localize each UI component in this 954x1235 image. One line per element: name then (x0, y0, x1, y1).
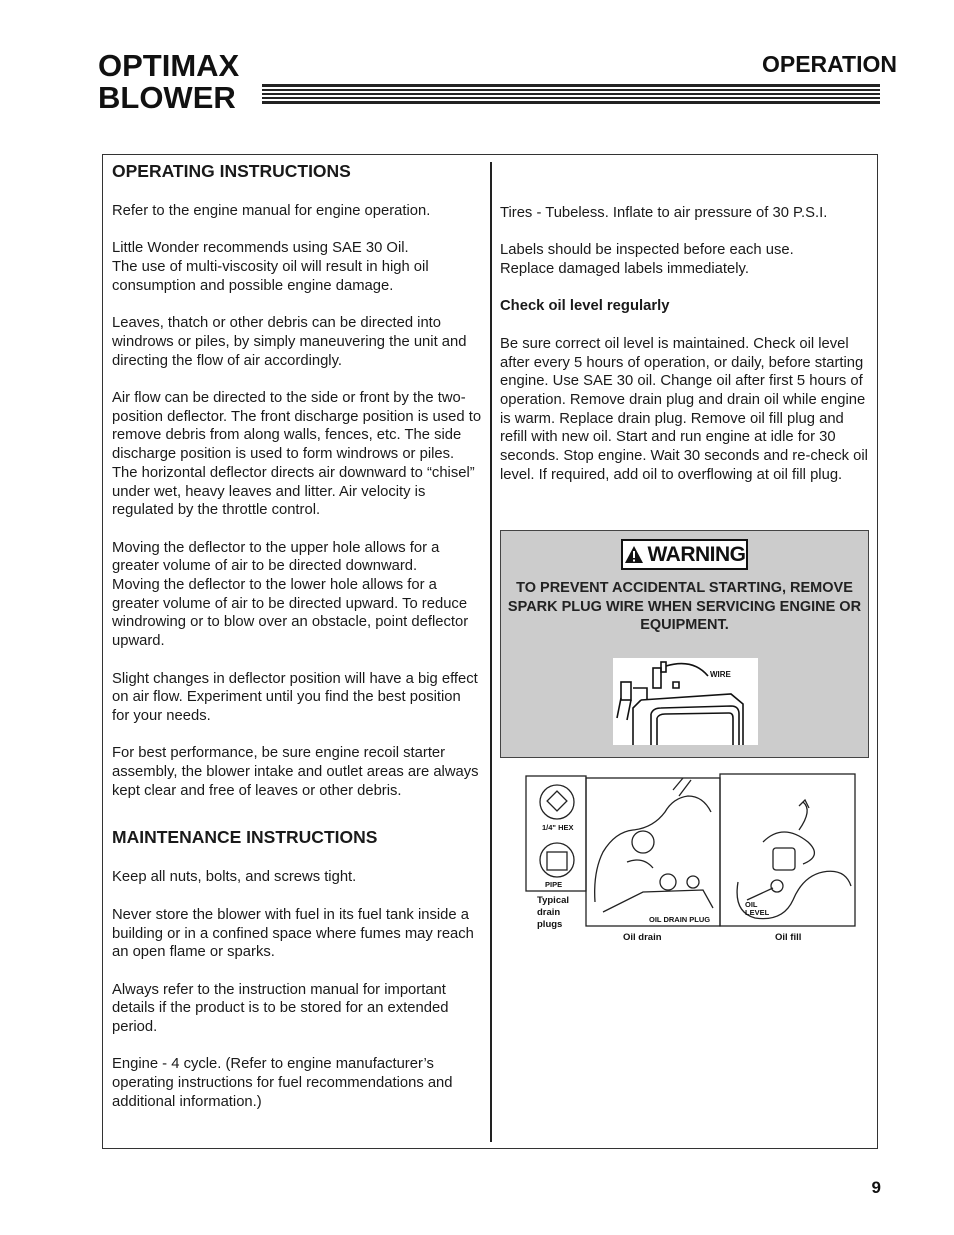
maintenance-paragraphs (112, 868, 482, 1111)
operating-paragraph: Refer to the engine manual for engine operation. (112, 203, 431, 219)
section-title: OPERATION (761, 51, 897, 77)
warning-triangle-icon (624, 545, 644, 564)
operating-paragraph: Leaves, thatch or other debris can be directed into windrows or piles, by simply maneuvering the unit and directing the flow of air accordingly. (112, 315, 467, 369)
operating-paragraph: For best performance, be sure engine recoil starter assembly, the blower intake and outlet areas are always kept clear and free of leaves or other debris. (112, 745, 479, 799)
page-number: 9 (871, 1178, 881, 1197)
oil-drain-plug-label: OIL DRAIN PLUG (649, 915, 711, 924)
warning-box (500, 530, 869, 758)
maintenance-heading: MAINTENANCE INSTRUCTIONS (112, 827, 378, 848)
operating-paragraph: Air flow can be directed to the side or front by the two-position deflector. The front discharge position is used to remove debris from along walls, fences, etc. The side discharge position is used to form windrows or piles. The horizontal deflector directs air downward to “chisel” under wet, heavy leaves and litter. Air velocity is regulated by the throttle control. (112, 389, 482, 519)
oil-drain-fill-figure (523, 772, 858, 947)
brand-line-2: BLOWER (98, 80, 236, 115)
spark-plug-illustration (613, 658, 758, 745)
typical-label-2: drain (537, 907, 561, 918)
typical-label-3: plugs (537, 919, 563, 930)
oil-heading: Check oil level regularly (500, 298, 670, 315)
oil-fill-caption: Oil fill (775, 932, 802, 943)
brand-line-1: OPTIMAX (98, 48, 240, 83)
oil-text: Be sure correct oil level is maintained. Check oil level after every 5 hours of operation, or daily, before starting engine. Use SAE 30 oil. Change oil after first 5 hours of operation. Remove drain plug and drain oil while engine is warm. Replace drain plug. Remove oil fill plug and refill with new oil. Start and run engine at idle for 30 seconds. Stop engine. Wait 30 seconds and re-check oil level. If required, add oil to overflowing at oil fill plug. (500, 335, 868, 483)
operating-paragraphs (112, 202, 482, 800)
operating-heading: OPERATING INSTRUCTIONS (112, 161, 351, 181)
warning-badge (621, 539, 748, 570)
maintenance-paragraph: Engine - 4 cycle. (Refer to engine manufacturer’s operating instructions for fuel recommendations and additional information.) (112, 1056, 453, 1110)
maintenance-paragraph: Always refer to the instruction manual for important details if the product is to be stored for an extended period. (112, 981, 449, 1035)
header-rule (262, 84, 880, 106)
column-divider (490, 162, 492, 1142)
oil-level-label-2: LEVEL (745, 908, 770, 917)
operating-paragraph: Moving the deflector to the upper hole allows for a greater volume of air to be directed downward. Moving the deflector to the lower hole allows for a greater volume of air to be directed upward. To reduce windrowing or to blow over an obstacle, point deflector upward. (112, 539, 469, 650)
hex-label: 1/4" HEX (542, 823, 574, 832)
wire-label: WIRE (710, 670, 731, 679)
warning-label: WARNING (647, 542, 746, 566)
typical-label-1: Typical (537, 895, 570, 906)
oil-drain-caption: Oil drain (623, 932, 662, 943)
maintenance-paragraph: Never store the blower with fuel in its fuel tank inside a building or in a confined space where fumes may reach an open flame or sparks. (112, 906, 474, 961)
right-column (500, 204, 872, 503)
maintenance-paragraph: Keep all nuts, bolts, and screws tight. (112, 869, 357, 886)
brand-title (98, 50, 239, 114)
operating-paragraph: Slight changes in deflector position will have a big effect on air flow. Experiment until you find the best position for your needs. (112, 670, 478, 724)
tires-text: Tires - Tubeless. Inflate to air pressure of 30 P.S.I. (500, 205, 828, 221)
operating-paragraph: Little Wonder recommends using SAE 30 Oil. The use of multi-viscosity oil will result in high oil consumption and possible engine damage. (112, 240, 429, 294)
labels-text: Labels should be inspected before each use. Replace damaged labels immediately. (500, 242, 794, 278)
oil-level-label-1: OIL (745, 900, 758, 909)
warning-text: TO PREVENT ACCIDENTAL STARTING, REMOVE SPARK PLUG WIRE WHEN SERVICING ENGINE OR EQUIPMENT. (507, 580, 862, 634)
pipe-label: PIPE (545, 880, 563, 889)
left-column (112, 160, 482, 1130)
